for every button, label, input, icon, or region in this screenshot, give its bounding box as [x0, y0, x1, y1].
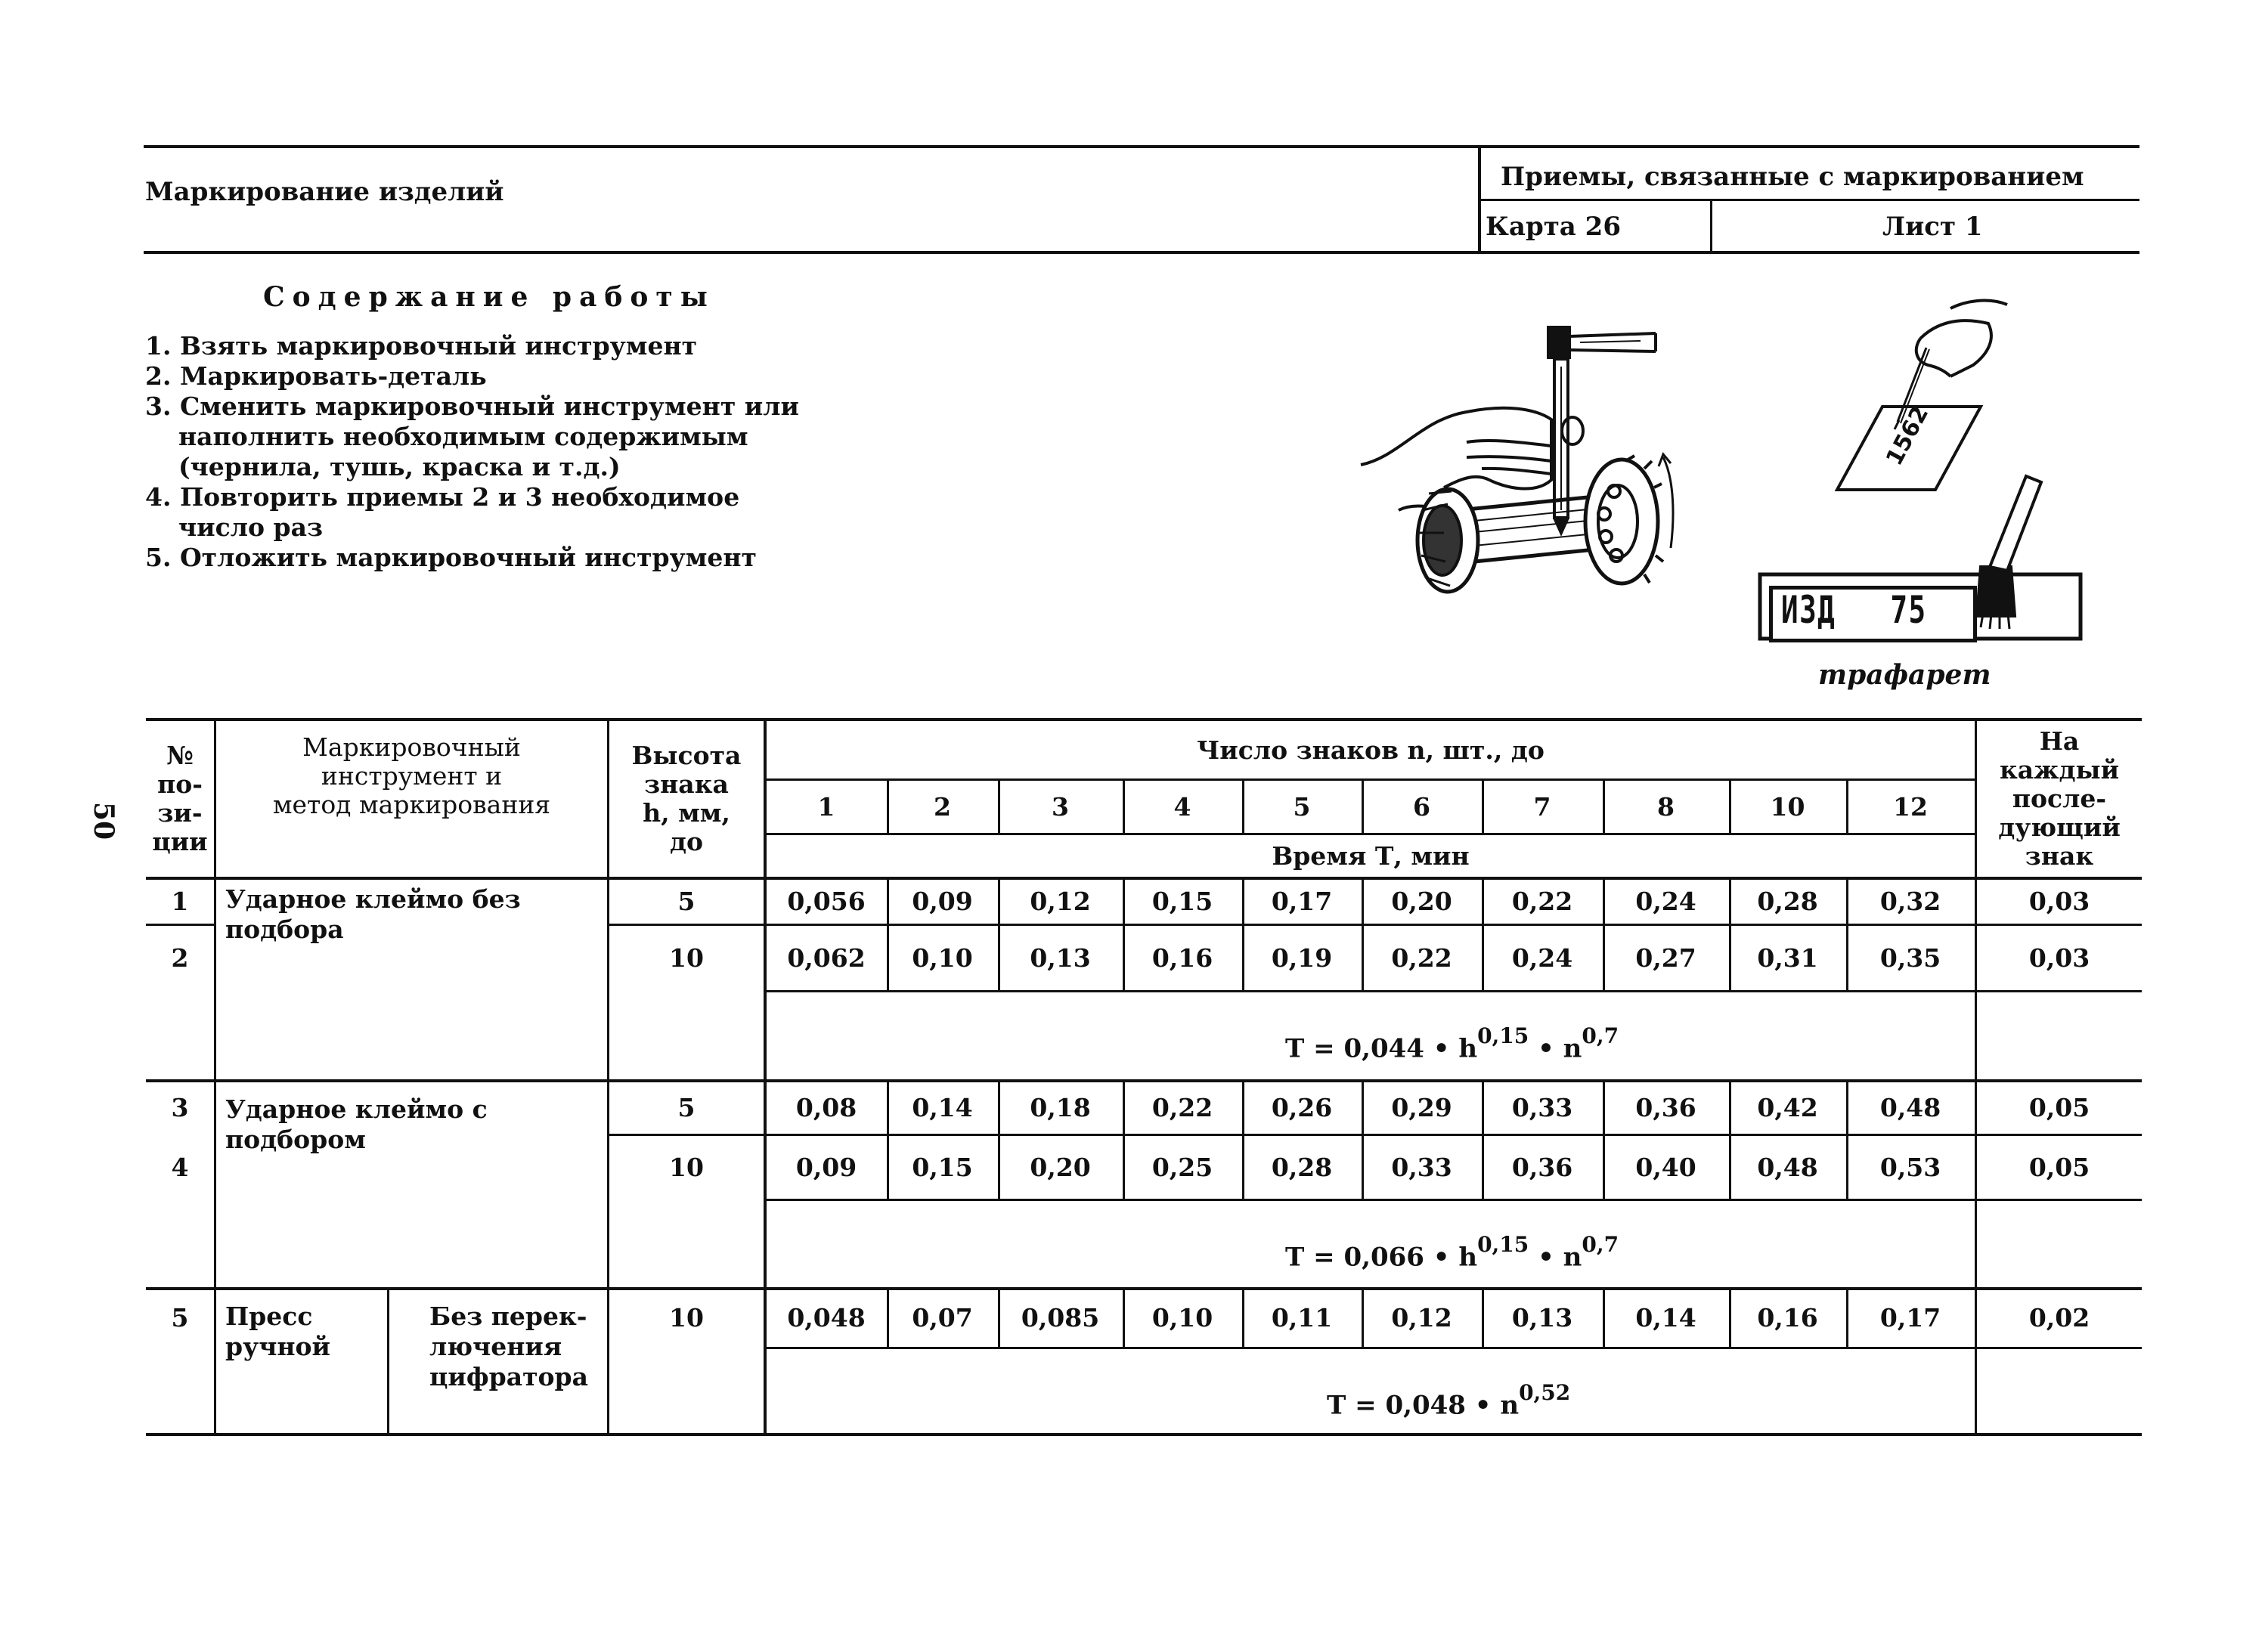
step-item: (чернила, тушь, краска и т.д.)	[178, 452, 621, 481]
section-title: Маркирование изделий	[145, 177, 504, 207]
formula-mid: • n	[1529, 1242, 1582, 1273]
count-header: 7	[1533, 791, 1551, 822]
time-value-cell: 0,13	[1030, 942, 1091, 973]
col-method-rule	[387, 1289, 389, 1435]
count-header: 8	[1657, 791, 1675, 822]
header-card-divider	[1710, 199, 1712, 254]
formula-mid: • n	[1529, 1033, 1582, 1064]
row-position: 1	[171, 887, 189, 916]
formula-exp: 0,7	[1582, 1232, 1619, 1257]
tool-label-group3	[225, 1302, 330, 1362]
step-item: 3. Сменить маркировочный инструмент или	[145, 392, 799, 421]
tool-line: подбором	[225, 1125, 366, 1154]
writing-illustration	[1814, 293, 2011, 497]
time-value-cell: 0,15	[1151, 887, 1213, 916]
row-each-value: 0,02	[2028, 1303, 2090, 1332]
page-number: 50	[88, 801, 120, 840]
time-value-cell: 0,25	[1151, 1152, 1213, 1182]
count-header: 10	[1770, 791, 1805, 822]
method-line: лючения	[429, 1332, 562, 1361]
time-value-cell: 0,28	[1757, 887, 1818, 916]
count-header: 2	[934, 791, 951, 822]
time-value-cell: 0,14	[912, 1093, 973, 1122]
count-header: 4	[1173, 791, 1191, 822]
row-height-value: 10	[669, 1303, 704, 1332]
time-value-cell: 0,16	[1151, 942, 1213, 973]
header-line: Высота	[631, 741, 742, 770]
content-title: Содержание работы	[263, 281, 715, 313]
formula-exp: 0,15	[1477, 1232, 1529, 1257]
time-value-cell: 0,22	[1511, 887, 1573, 916]
table-bottom-rule	[146, 1433, 2142, 1436]
time-value-cell: 0,07	[912, 1303, 973, 1332]
count-header: 3	[1052, 791, 1069, 822]
row2-rule	[766, 990, 2142, 992]
formula-base: T = 0,044 • h	[1285, 1033, 1478, 1064]
time-value-cell: 0,31	[1757, 942, 1818, 973]
row-each-value: 0,03	[2028, 887, 2090, 916]
time-value-cell: 0,33	[1391, 1152, 1452, 1182]
time-value-cell: 0,36	[1635, 1093, 1696, 1122]
formula-exp: 0,52	[1519, 1380, 1571, 1405]
table-top-rule	[146, 718, 2142, 721]
time-value-cell: 0,29	[1391, 1093, 1452, 1122]
tool-label-group1	[225, 884, 521, 945]
time-value-cell: 0,40	[1635, 1152, 1696, 1182]
method-label-group3	[429, 1302, 588, 1392]
header-top-rule	[144, 145, 2139, 148]
header-line: ции	[152, 827, 208, 856]
count-header: 6	[1413, 791, 1430, 822]
row-height-value: 5	[677, 1093, 696, 1122]
time-value-cell: 0,15	[912, 1152, 973, 1182]
row-position: 2	[171, 942, 189, 973]
step-item: 2. Маркировать-деталь	[145, 361, 487, 391]
col-pos-rule	[214, 718, 216, 1435]
time-value-cell: 0,13	[1511, 1303, 1573, 1332]
time-value-cell: 0,14	[1635, 1303, 1696, 1332]
method-line: цифратора	[429, 1362, 588, 1391]
row5-rule	[766, 1347, 2142, 1349]
count-header: 1	[817, 791, 835, 822]
tool-label-group2	[225, 1094, 488, 1155]
time-value-cell: 0,17	[1879, 1303, 1941, 1332]
formula-group2	[1285, 1232, 1619, 1273]
time-value-cell: 0,062	[787, 942, 866, 973]
time-value-cell: 0,27	[1635, 942, 1696, 973]
tool-line: ручной	[225, 1332, 330, 1361]
time-value-cell: 0,048	[787, 1303, 866, 1332]
steps-list	[145, 331, 799, 573]
row-height-value: 10	[669, 1152, 704, 1182]
row-each-value: 0,05	[2028, 1152, 2090, 1182]
header-line: метод маркирования	[272, 790, 551, 819]
header-line: после-	[2012, 784, 2107, 813]
formula-exp: 0,7	[1582, 1023, 1619, 1048]
time-value-cell: 0,19	[1271, 942, 1333, 973]
time-value-cell: 0,22	[1151, 1093, 1213, 1122]
row-height-value: 10	[669, 942, 704, 973]
time-value-cell: 0,20	[1030, 1152, 1091, 1182]
header-line: инструмент и	[321, 761, 503, 791]
row-position: 3	[171, 1093, 189, 1122]
time-value-cell: 0,20	[1391, 887, 1452, 916]
header-line: №	[166, 741, 194, 770]
header-line: знак	[2025, 841, 2094, 871]
sheet-number: Лист 1	[1882, 212, 1983, 242]
row-each-value: 0,03	[2028, 942, 2090, 973]
header-line: На каждый	[1999, 726, 2120, 785]
count-header: 12	[1893, 791, 1928, 822]
time-value-cell: 0,42	[1757, 1093, 1818, 1122]
row-position: 5	[171, 1303, 189, 1332]
time-value-cell: 0,26	[1271, 1093, 1333, 1122]
col-height-header	[609, 727, 764, 871]
time-value-cell: 0,22	[1391, 942, 1452, 973]
time-value-cell: 0,53	[1879, 1152, 1941, 1182]
formula-group3	[1327, 1380, 1571, 1421]
time-value-cell: 0,12	[1391, 1303, 1452, 1332]
method-line: Без перек-	[429, 1302, 587, 1331]
time-value-cell: 0,056	[787, 887, 866, 916]
col-each-header	[1977, 727, 2142, 871]
header-line: зи-	[157, 798, 203, 828]
time-value-cell: 0,24	[1635, 887, 1696, 916]
paper-number-text: 1562	[1881, 401, 1935, 470]
tool-line: Ударное клеймо с	[225, 1094, 488, 1124]
header-mid-rule	[1478, 199, 2139, 201]
step-item: 4. Повторить приемы 2 и 3 необходимое	[145, 482, 740, 512]
header-divider	[1478, 145, 1481, 254]
time-value-cell: 0,28	[1271, 1152, 1333, 1182]
time-value-cell: 0,10	[1151, 1303, 1213, 1332]
step-item: 5. Отложить маркировочный инструмент	[145, 543, 757, 572]
col-pos-header	[146, 727, 214, 871]
header-line: знака	[644, 769, 729, 799]
time-value-cell: 0,48	[1879, 1093, 1941, 1122]
stencil-text: ИЗД 75	[1781, 588, 1927, 632]
formula-exp: 0,15	[1477, 1023, 1529, 1048]
time-value-cell: 0,11	[1271, 1303, 1333, 1332]
tool-line: Пресс	[225, 1302, 313, 1331]
row-position: 4	[171, 1152, 189, 1182]
header-bottom-rule	[144, 251, 2139, 254]
count-header: 5	[1293, 791, 1311, 822]
time-value-cell: 0,10	[912, 942, 973, 973]
header-line: дующий	[1998, 812, 2121, 842]
time-value-cell: 0,085	[1021, 1303, 1100, 1332]
time-value-cell: 0,36	[1511, 1152, 1573, 1182]
header-line: до	[669, 827, 703, 856]
card-number: Карта 26	[1486, 212, 1621, 242]
time-value-cell: 0,48	[1757, 1152, 1818, 1182]
header-line: Маркировочный	[302, 732, 521, 762]
stamping-illustration	[1353, 306, 1678, 631]
time-value-cell: 0,08	[795, 1093, 857, 1122]
time-label: Время Т, мин	[1272, 840, 1470, 871]
header-line: h, мм,	[643, 798, 730, 828]
time-value-cell: 0,24	[1511, 942, 1573, 973]
time-value-cell: 0,16	[1757, 1303, 1818, 1332]
time-value-cell: 0,33	[1511, 1093, 1573, 1122]
col-tool-header	[216, 727, 607, 825]
time-value-cell: 0,12	[1030, 887, 1091, 916]
time-value-cell: 0,09	[912, 887, 973, 916]
time-value-cell: 0,18	[1030, 1093, 1091, 1122]
row-height-value: 5	[677, 887, 696, 916]
time-value-cell: 0,32	[1879, 887, 1941, 916]
formula-base: T = 0,048 • n	[1327, 1390, 1520, 1421]
tool-line: Ударное клеймо без	[225, 884, 521, 914]
formula-base: T = 0,066 • h	[1285, 1242, 1478, 1273]
col-count-header: Число знаков n, шт., до	[1197, 735, 1545, 765]
stencil-caption: трафарет	[1818, 659, 1991, 691]
step-item: наполнить необходимым содержимым	[178, 422, 748, 451]
header-line: по-	[157, 769, 203, 799]
card-title: Приемы, связанные с маркированием	[1501, 162, 2084, 192]
step-item: 1. Взять маркировочный инструмент	[145, 331, 698, 361]
time-value-cell: 0,17	[1271, 887, 1333, 916]
row4-rule	[766, 1199, 2142, 1201]
time-value-cell: 0,35	[1879, 942, 1941, 973]
time-value-cell: 0,09	[795, 1152, 857, 1182]
formula-group1	[1285, 1023, 1619, 1064]
row-each-value: 0,05	[2028, 1093, 2090, 1122]
step-item: число раз	[178, 512, 324, 542]
tool-line: подбора	[225, 915, 344, 944]
